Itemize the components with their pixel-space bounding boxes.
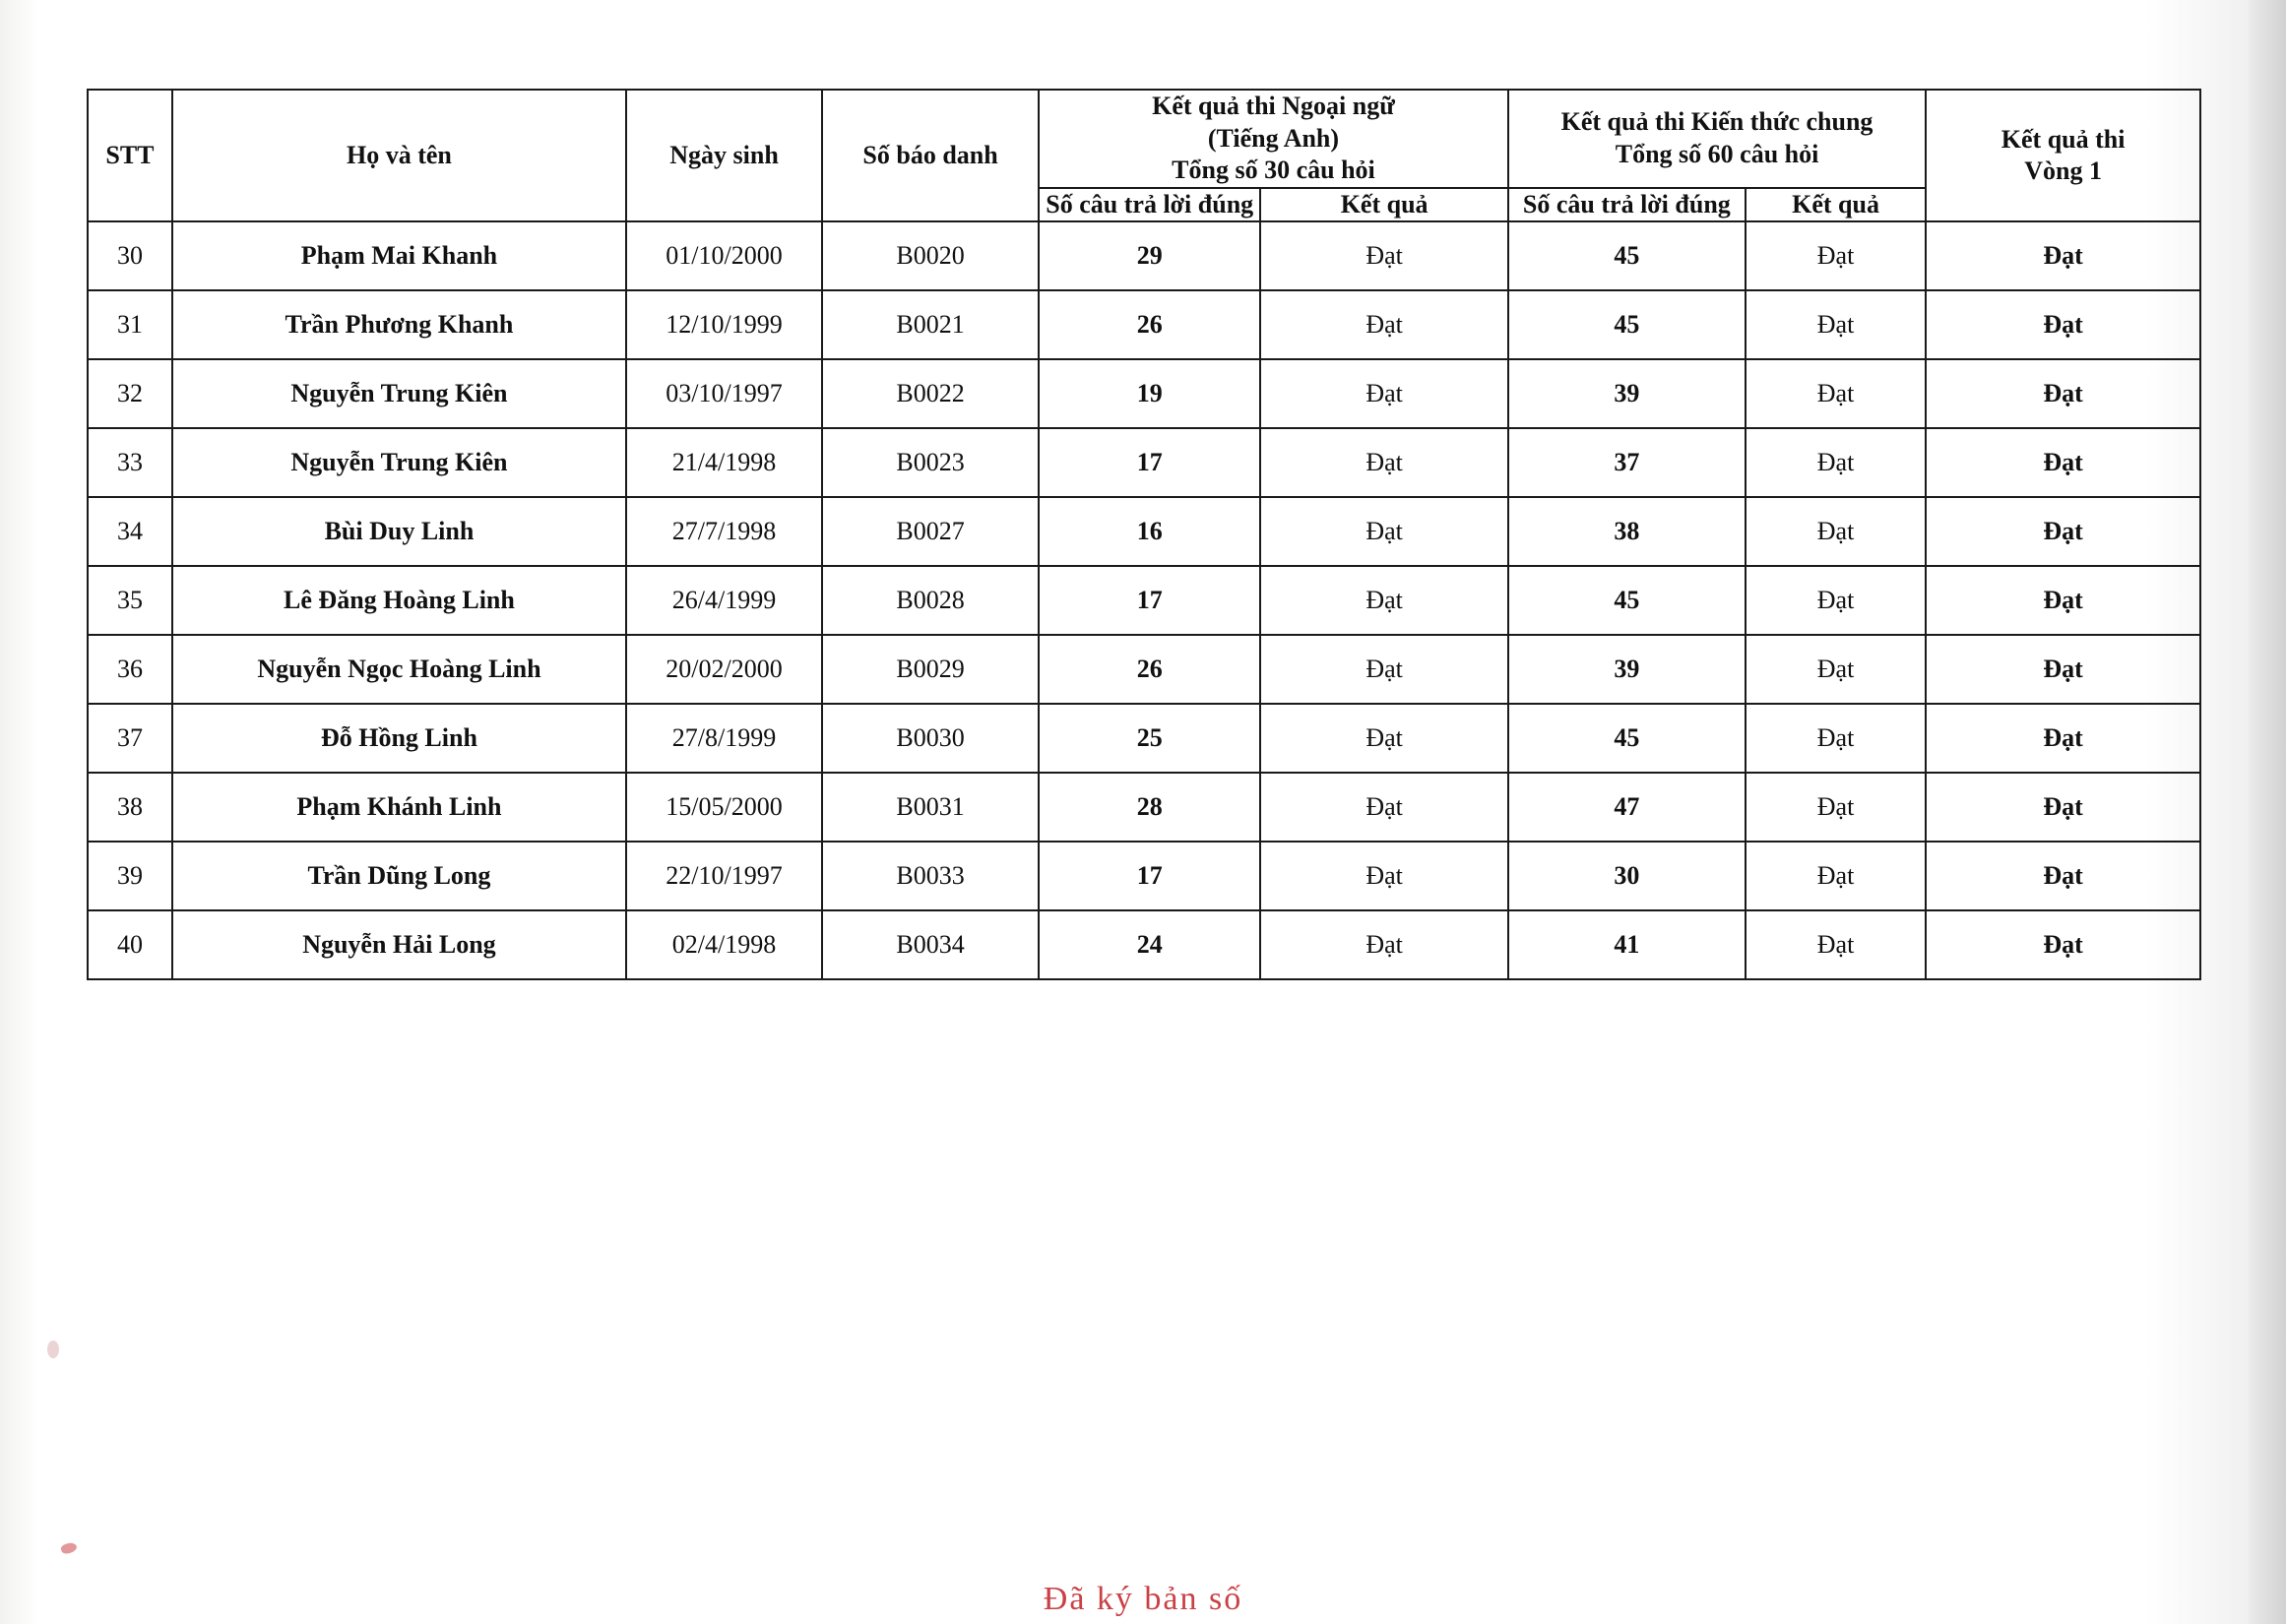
cell-gk-result: Đạt bbox=[1746, 910, 1926, 979]
cell-candidate-number: B0033 bbox=[822, 842, 1039, 910]
table-row bbox=[88, 290, 2200, 359]
cell-candidate-number: B0030 bbox=[822, 704, 1039, 773]
table-body bbox=[88, 221, 2200, 979]
column-header-gk-correct-answers: Số câu trả lời đúng bbox=[1508, 188, 1746, 222]
cell-candidate-number: B0027 bbox=[822, 497, 1039, 566]
cell-name: Phạm Mai Khanh bbox=[172, 221, 626, 290]
cell-fl-result: Đạt bbox=[1260, 842, 1507, 910]
cell-round1-result: Đạt bbox=[1926, 635, 2200, 704]
cell-fl-result: Đạt bbox=[1260, 773, 1507, 842]
cell-stt: 37 bbox=[88, 704, 172, 773]
cell-fl-result: Đạt bbox=[1260, 290, 1507, 359]
cell-fl-correct: 26 bbox=[1039, 290, 1260, 359]
column-header-fl-result: Kết quả bbox=[1260, 188, 1507, 222]
table-row bbox=[88, 428, 2200, 497]
column-header-round1-result bbox=[1926, 90, 2200, 221]
cell-fl-result: Đạt bbox=[1260, 910, 1507, 979]
table-row bbox=[88, 635, 2200, 704]
column-header-stt: STT bbox=[88, 90, 172, 221]
table-row bbox=[88, 221, 2200, 290]
cell-name: Trần Dũng Long bbox=[172, 842, 626, 910]
table-row bbox=[88, 704, 2200, 773]
column-header-dob: Ngày sinh bbox=[626, 90, 822, 221]
cell-fl-correct: 17 bbox=[1039, 566, 1260, 635]
cell-round1-result: Đạt bbox=[1926, 773, 2200, 842]
cell-stt: 31 bbox=[88, 290, 172, 359]
cell-dob: 21/4/1998 bbox=[626, 428, 822, 497]
cell-dob: 27/7/1998 bbox=[626, 497, 822, 566]
cell-fl-result: Đạt bbox=[1260, 635, 1507, 704]
cell-gk-result: Đạt bbox=[1746, 635, 1926, 704]
cell-candidate-number: B0034 bbox=[822, 910, 1039, 979]
table-header bbox=[88, 90, 2200, 221]
cell-stt: 36 bbox=[88, 635, 172, 704]
cell-fl-correct: 28 bbox=[1039, 773, 1260, 842]
cell-fl-result: Đạt bbox=[1260, 359, 1507, 428]
round1-title-line2: Vòng 1 bbox=[2024, 156, 2102, 185]
general-knowledge-title-line1: Kết quả thi Kiến thức chung bbox=[1560, 107, 1873, 137]
round1-title-line1: Kết quả thi bbox=[2000, 124, 2126, 154]
cell-fl-result: Đạt bbox=[1260, 221, 1507, 290]
cell-gk-result: Đạt bbox=[1746, 773, 1926, 842]
cell-fl-correct: 24 bbox=[1039, 910, 1260, 979]
cell-gk-correct: 41 bbox=[1508, 910, 1746, 979]
cell-gk-correct: 47 bbox=[1508, 773, 1746, 842]
footer-stamp-text: Đã ký bản số bbox=[1043, 1581, 1243, 1617]
cell-gk-result: Đạt bbox=[1746, 428, 1926, 497]
ink-smudge bbox=[60, 1541, 78, 1555]
cell-fl-correct: 16 bbox=[1039, 497, 1260, 566]
cell-stt: 38 bbox=[88, 773, 172, 842]
cell-fl-correct: 25 bbox=[1039, 704, 1260, 773]
cell-gk-correct: 30 bbox=[1508, 842, 1746, 910]
column-header-general-knowledge-group bbox=[1508, 90, 1926, 188]
foreign-language-title-line1: Kết quả thi Ngoại ngữ bbox=[1152, 92, 1395, 120]
cell-candidate-number: B0020 bbox=[822, 221, 1039, 290]
cell-stt: 40 bbox=[88, 910, 172, 979]
table-row bbox=[88, 497, 2200, 566]
header-row-top bbox=[88, 90, 2200, 188]
cell-gk-correct: 39 bbox=[1508, 635, 1746, 704]
cell-dob: 15/05/2000 bbox=[626, 773, 822, 842]
general-knowledge-title-line2: Tổng số 60 câu hỏi bbox=[1615, 139, 1819, 168]
cell-candidate-number: B0023 bbox=[822, 428, 1039, 497]
cell-name: Phạm Khánh Linh bbox=[172, 773, 626, 842]
cell-candidate-number: B0028 bbox=[822, 566, 1039, 635]
cell-dob: 02/4/1998 bbox=[626, 910, 822, 979]
table-row bbox=[88, 359, 2200, 428]
cell-dob: 01/10/2000 bbox=[626, 221, 822, 290]
cell-name: Lê Đăng Hoàng Linh bbox=[172, 566, 626, 635]
cell-gk-correct: 37 bbox=[1508, 428, 1746, 497]
foreign-language-title-line3: Tổng số 30 câu hỏi bbox=[1172, 156, 1375, 184]
cell-gk-result: Đạt bbox=[1746, 497, 1926, 566]
cell-gk-correct: 45 bbox=[1508, 221, 1746, 290]
table-row bbox=[88, 773, 2200, 842]
cell-gk-correct: 45 bbox=[1508, 290, 1746, 359]
table-row bbox=[88, 566, 2200, 635]
cell-name: Trần Phương Khanh bbox=[172, 290, 626, 359]
cell-stt: 34 bbox=[88, 497, 172, 566]
column-header-foreign-language-group bbox=[1039, 90, 1508, 188]
cell-candidate-number: B0022 bbox=[822, 359, 1039, 428]
cell-gk-correct: 38 bbox=[1508, 497, 1746, 566]
cell-fl-correct: 26 bbox=[1039, 635, 1260, 704]
cell-candidate-number: B0029 bbox=[822, 635, 1039, 704]
cell-fl-result: Đạt bbox=[1260, 497, 1507, 566]
results-table-container bbox=[87, 89, 2201, 980]
ink-smudge-secondary bbox=[47, 1341, 59, 1358]
cell-round1-result: Đạt bbox=[1926, 221, 2200, 290]
cell-gk-correct: 45 bbox=[1508, 566, 1746, 635]
cell-gk-correct: 45 bbox=[1508, 704, 1746, 773]
cell-dob: 27/8/1999 bbox=[626, 704, 822, 773]
cell-gk-correct: 39 bbox=[1508, 359, 1746, 428]
cell-round1-result: Đạt bbox=[1926, 359, 2200, 428]
cell-round1-result: Đạt bbox=[1926, 704, 2200, 773]
cell-name: Nguyễn Ngọc Hoàng Linh bbox=[172, 635, 626, 704]
cell-name: Bùi Duy Linh bbox=[172, 497, 626, 566]
cell-candidate-number: B0031 bbox=[822, 773, 1039, 842]
cell-stt: 33 bbox=[88, 428, 172, 497]
cell-dob: 26/4/1999 bbox=[626, 566, 822, 635]
cell-fl-correct: 19 bbox=[1039, 359, 1260, 428]
cell-gk-result: Đạt bbox=[1746, 704, 1926, 773]
column-header-fl-correct-answers: Số câu trả lời đúng bbox=[1039, 188, 1260, 222]
exam-results-table bbox=[87, 89, 2201, 980]
column-header-name: Họ và tên bbox=[172, 90, 626, 221]
cell-gk-result: Đạt bbox=[1746, 359, 1926, 428]
cell-fl-correct: 17 bbox=[1039, 428, 1260, 497]
foreign-language-title-line2: (Tiếng Anh) bbox=[1207, 123, 1340, 153]
cell-dob: 12/10/1999 bbox=[626, 290, 822, 359]
cell-stt: 39 bbox=[88, 842, 172, 910]
cell-round1-result: Đạt bbox=[1926, 497, 2200, 566]
cell-round1-result: Đạt bbox=[1926, 910, 2200, 979]
cell-fl-result: Đạt bbox=[1260, 428, 1507, 497]
cell-candidate-number: B0021 bbox=[822, 290, 1039, 359]
page-edge-shadow bbox=[2249, 0, 2286, 1624]
cell-dob: 22/10/1997 bbox=[626, 842, 822, 910]
column-header-candidate-number: Số báo danh bbox=[822, 90, 1039, 221]
cell-gk-result: Đạt bbox=[1746, 290, 1926, 359]
cell-name: Nguyễn Trung Kiên bbox=[172, 428, 626, 497]
cell-stt: 30 bbox=[88, 221, 172, 290]
cell-stt: 35 bbox=[88, 566, 172, 635]
cell-gk-result: Đạt bbox=[1746, 566, 1926, 635]
cell-fl-result: Đạt bbox=[1260, 704, 1507, 773]
cell-round1-result: Đạt bbox=[1926, 842, 2200, 910]
cell-dob: 20/02/2000 bbox=[626, 635, 822, 704]
cell-round1-result: Đạt bbox=[1926, 290, 2200, 359]
column-header-gk-result: Kết quả bbox=[1746, 188, 1926, 222]
cell-name: Nguyễn Trung Kiên bbox=[172, 359, 626, 428]
cell-round1-result: Đạt bbox=[1926, 428, 2200, 497]
table-row bbox=[88, 842, 2200, 910]
cell-round1-result: Đạt bbox=[1926, 566, 2200, 635]
cell-fl-result: Đạt bbox=[1260, 566, 1507, 635]
cell-fl-correct: 29 bbox=[1039, 221, 1260, 290]
cell-name: Đỗ Hồng Linh bbox=[172, 704, 626, 773]
cell-gk-result: Đạt bbox=[1746, 842, 1926, 910]
cell-fl-correct: 17 bbox=[1039, 842, 1260, 910]
cell-name: Nguyễn Hải Long bbox=[172, 910, 626, 979]
table-row bbox=[88, 910, 2200, 979]
cell-stt: 32 bbox=[88, 359, 172, 428]
cell-gk-result: Đạt bbox=[1746, 221, 1926, 290]
cell-dob: 03/10/1997 bbox=[626, 359, 822, 428]
